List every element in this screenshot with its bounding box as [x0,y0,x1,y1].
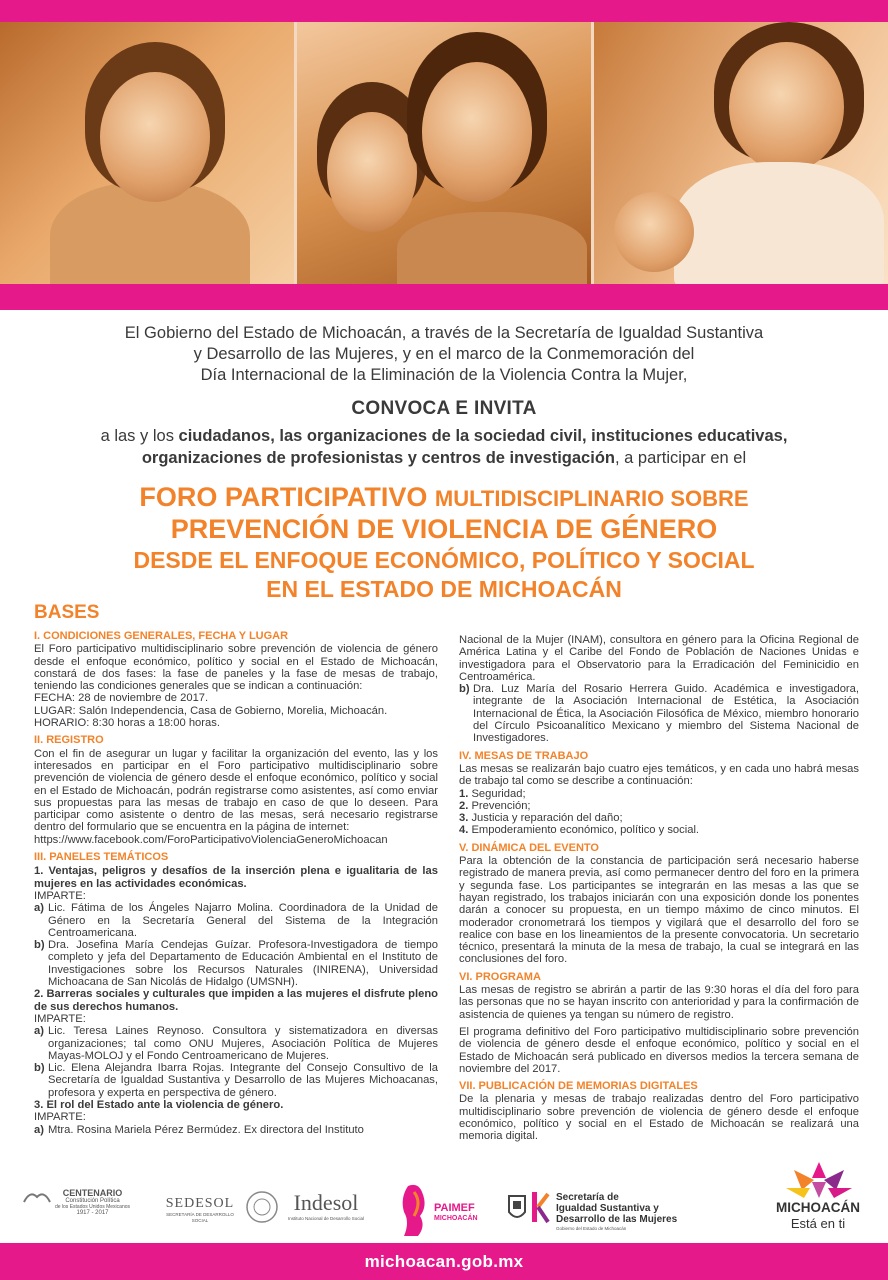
list-item: 2. Prevención; [459,799,531,812]
michoacan-star-icon [774,1160,864,1200]
section-6-title: VI. PROGRAMA [459,970,541,983]
secretaria-k-icon [530,1190,550,1226]
intro-line-2: y Desarrollo de las Mujeres, y en el marco de la Conmemoración del [193,345,695,363]
section-4-body: Las mesas se realizarán bajo cuatro ejes temáticos, y en cada uno habrá mesas de trabajo tal como se describe a continuación: [459,762,859,788]
panel-3-speaker-a-continued: Nacional de la Mujer (INAM), consultora en género para la Oficina Regional de América Latina y el Caribe del Fondo de Población de Naciones Unidas e investigadora para el Observatorio para la Erradicación del Feminicidio en Centroamérica. [459,634,859,683]
invite-line-1 [20,425,868,447]
forum-title-big: FORO PARTICIPATIVO [139,482,435,512]
forum-title-line-4: EN EL ESTADO DE MICHOACÁN [266,576,622,602]
panel-3-title: 3. El rol del Estado ante la violencia de género. [34,1098,284,1111]
section-4-title: IV. MESAS DE TRABAJO [459,749,589,762]
sedesol-logo: SEDESOL SECRETARÍA DE DESARROLLO SOCIAL [165,1196,235,1223]
panel-1-imparte: IMPARTE: [34,889,86,902]
panel-1-speaker-a: a) Lic. Fátima de los Ángeles Najarro Molina. Coordinadora de la Unidad de Género en la Secretaría General del Sistema de la Integración Centroamericana. [34,902,438,939]
list-item: 4. Empoderamiento económico, político y social. [459,824,700,837]
invite-line-2 [20,447,868,469]
section-1-schedule: HORARIO: 8:30 horas a 18:00 horas. [34,717,220,730]
list-item: 1. Seguridad; [459,787,526,800]
forum-title-small: MULTIDISCIPLINARIO SOBRE [434,486,749,511]
paimef-logo: PAIMEF MICHOACÁN [398,1182,498,1240]
section-5-body: Para la obtención de la constancia de participación será necesario haberse registrado de manera previa, así como permanecer dentro del foro en la primera y segunda fase. Los participantes se integrarán en las mesas a las que se hayan registrado, los trabajos iniciarán con una exposición donde los ponentes darán a conocer su propuesta, en un tiempo máximo de cinco minutos. El moderador cronometrará los tiempos y vigilará que el desarrollo del foro se realice con base en los lineamientos de la presente convocatoria. Un secretario técnico, presentará la minuta de la mesa de trabajo, la cual se integrará en las conclusiones del foro. [459,855,859,966]
bases-heading: BASES [34,602,100,623]
indesol-logo: Indesol Instituto Nacional de Desarrollo Social [287,1190,365,1221]
section-2-title: II. REGISTRO [34,734,104,747]
invite-audience-2: organizaciones de profesionistas y centros de investigación [141,449,615,467]
header-photo-collage [0,22,888,284]
mexico-shield-icon [244,1190,280,1229]
section-7-title: VII. PUBLICACIÓN DE MEMORIAS DIGITALES [459,1080,698,1093]
section-1-body: El Foro participativo multidisciplinario sobre prevención de violencia de género desde el enfoque económico, político y social en el Estado de Michoacán, constará de dos fases: la fase de paneles y la fase de mesas de trabajo, teniendo las condiciones generales que se indican a continuación: [34,643,438,693]
left-column [34,630,438,1136]
photo-girl [0,22,297,284]
invite-audience-1: ciudadanos, las organizaciones de la sociedad civil, instituciones educativas, [178,427,788,445]
forum-title-line-2: PREVENCIÓN DE VIOLENCIA DE GÉNERO [170,514,718,544]
section-3-title: III. PANELES TEMÁTICOS [34,851,169,864]
invite-suffix: , a participar en el [614,449,747,467]
forum-title-line-3: DESDE EL ENFOQUE ECONÓMICO, POLÍTICO Y SOCIAL [133,547,755,573]
michoacan-shield-icon [506,1194,528,1229]
intro-line-3: Día Internacional de la Eliminación de la Violencia Contra la Mujer, [200,366,688,384]
sponsor-logos [0,1160,888,1240]
section-6-body-2: El programa definitivo del Foro participativo multidisciplinario sobre prevención de violencia de género desde el enfoque económico, político y social en el Estado de Michoacán será publicado en diversos medios la tercera semana de noviembre del 2017. [459,1025,859,1075]
convoca-heading: CONVOCA E INVITA [351,398,537,419]
panel-1-title: 1. Ventajas, peligros y desafíos de la inserción plena e igualitaria de las mujeres en las actividades económicas. [34,865,438,890]
photo-mother-child [594,22,888,284]
section-7-body: De la plenaria y mesas de trabajo realizadas dentro del Foro participativo multidisciplinario sobre prevención de violencia de género desde el enfoque económico, político y social en el Estado de Michoacán se realizará una memoria digital. [459,1093,859,1143]
panel-2-speaker-a: a) Lic. Teresa Laines Reynoso. Consultora y sistematizadora en diversas organizaciones; tal como ONU Mujeres, Asociación Política de Mujeres Mayas-MOLOJ y el Fondo Centroamericano de Mujeres. [34,1025,438,1062]
panel-3-imparte: IMPARTE: [34,1111,86,1124]
section-1-title: I. CONDICIONES GENERALES, FECHA Y LUGAR [34,630,289,642]
footer-band [0,1243,888,1280]
invite-prefix: a las y los [100,427,179,445]
panel-2-title: 2. Barreras sociales y culturales que impiden a las mujeres el disfrute pleno de sus derechos humanos. [34,988,438,1013]
panel-2-imparte: IMPARTE: [34,1012,86,1025]
panel-3-speaker-a: a) Mtra. Rosina Mariela Pérez Bermúdez. Ex directora del Instituto [34,1123,364,1136]
right-column [459,634,859,1143]
top-magenta-band [0,0,888,22]
panel-1-speaker-b: b) Dra. Josefina María Cendejas Guízar. Profesora-Investigadora de tiempo completo y jefa del Departamento de Educación Ambiental en el Instituto de Investigaciones sobre los Recursos Naturales (INIRENA), Universidad Michoacana de San Nicolás de Hidalgo (UMSNH). [34,939,438,989]
section-2-body: Con el fin de asegurar un lugar y facilitar la organización del evento, las y los interesados en participar en el Foro participativo multidisciplinario sobre prevención de violencia de género desde el enfoque económico, político y social en el Estado de Michoacán, podrán registrarse como asistentes, así como enviar sus propuestas para las mesas de trabajo en caso de que lo deseen. Para participar como asistente o dentro de las mesas, será necesario registrarse dentro del formulario que se encuentra en la página de internet: [34,747,438,834]
michoacan-logo: MICHOACÁN Está en ti [762,1160,874,1236]
section-5-title: V. DINÁMICA DEL EVENTO [459,841,599,854]
centenario-emblem-icon [22,1190,52,1204]
photo-women [297,22,594,284]
section-1-place: LUGAR: Salón Independencia, Casa de Gobierno, Morelia, Michoacán. [34,704,388,717]
paimef-figure-icon [398,1182,432,1238]
intro-line-1: El Gobierno del Estado de Michoacán, a través de la Secretaría de Igualdad Sustantiva [124,324,764,342]
panel-3-speaker-b: b) Dra. Luz María del Rosario Herrera Guido. Académica e investigadora, integrante de la Asociación Internacional de Estética, la Asociación Internacional de Ética, la Asociación Filosófica de México, miembro honorario del Círculo Psicoanalítico Mexicano y miembro del Sistema Nacional de Investigadores. [459,683,859,745]
secretaria-logo: Secretaría de Igualdad Sustantiva y Desarrollo de las Mujeres Gobierno del Estado de Michoacán [530,1190,700,1230]
forum-title-line-1 [20,481,868,515]
section-6-body-1: Las mesas de registro se abrirán a partir de las 9:30 horas el día del foro para las personas que no se hayan inscrito con anterioridad y para la confirmación de asistencia de quienes ya tengan su número de registro. [459,984,859,1021]
centenario-logo: CENTENARIO Constitución Política de los Estados Unidos Mexicanos 1917 - 2017 [20,1188,145,1216]
magenta-divider-band [0,284,888,310]
panel-2-speaker-b: b) Lic. Elena Alejandra Ibarra Rojas. Integrante del Consejo Consultivo de la Secretaría de Igualdad Sustantiva y Desarrollo de las Mujeres Michoacanas, profesora y experta en perspectiva de género. [34,1062,438,1099]
registration-link[interactable]: https://www.facebook.com/ForoParticipativoViolenciaGeneroMichoacan [34,833,388,846]
section-1-date: FECHA: 28 de noviembre de 2017. [34,692,209,705]
list-item: 3. Justicia y reparación del daño; [459,812,623,825]
footer-website-link[interactable]: michoacan.gob.mx [364,1251,524,1271]
